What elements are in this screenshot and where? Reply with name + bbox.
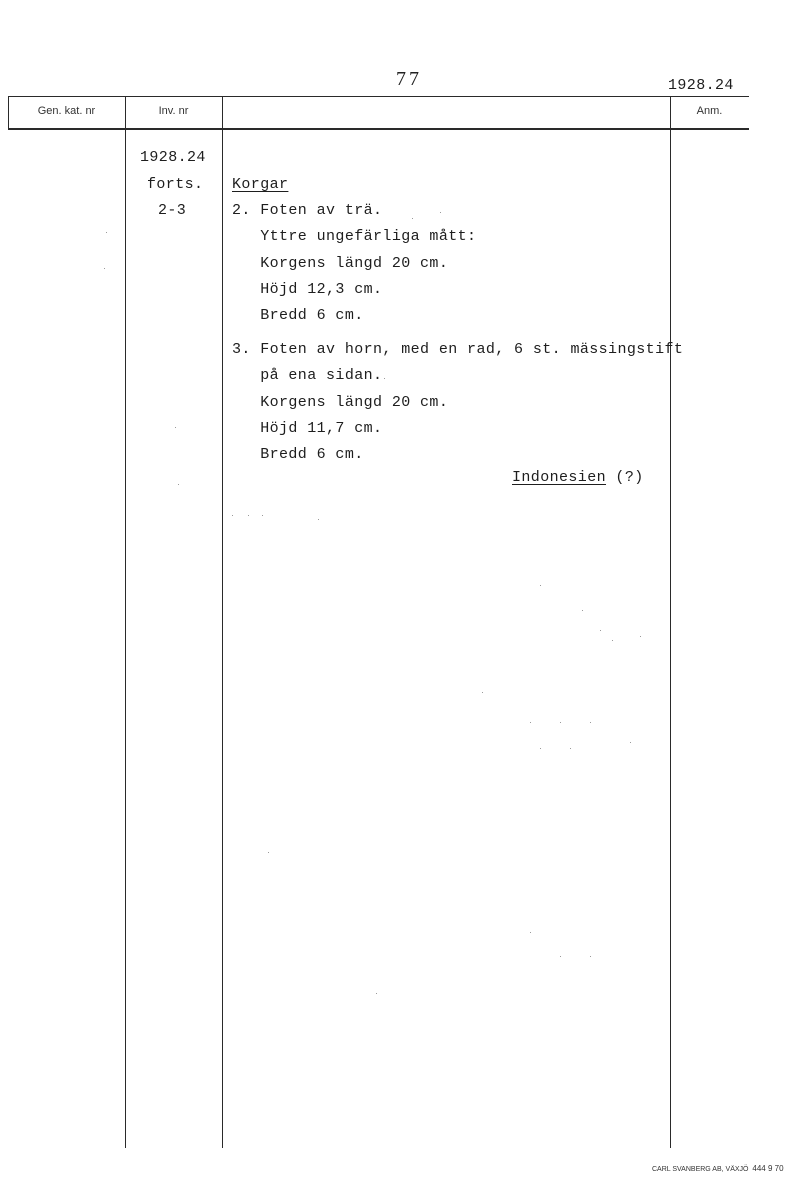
entry-line: Höjd 11,7 cm.: [232, 420, 383, 437]
entry-line: 3. Foten av horn, med en rad, 6 st. mässingstift: [232, 341, 684, 358]
page-number: 77: [396, 68, 422, 90]
inv-number: 1928.24: [140, 149, 206, 166]
entry-line: Bredd 6 cm.: [232, 307, 364, 324]
origin-line: [512, 470, 644, 485]
origin-place: Indonesien: [512, 469, 607, 486]
top-right-reference: 1928.24: [668, 77, 734, 94]
inv-continued: forts.: [147, 176, 204, 193]
entry-heading: Korgar: [232, 176, 289, 193]
entry-line: Korgens längd 20 cm.: [232, 255, 449, 272]
printer-name: CARL SVANBERG AB, VÄXJÖ: [652, 1166, 749, 1173]
form-code: 444 9 70: [752, 1164, 784, 1173]
header-bottom-rule: [8, 128, 749, 130]
header-top-rule: [8, 96, 749, 97]
footer-imprint: [652, 1164, 784, 1173]
entry-line: Korgens längd 20 cm.: [232, 394, 449, 411]
column-divider-1: [125, 96, 126, 1148]
column-divider-3: [670, 96, 671, 1148]
origin-uncertainty-note: (?): [615, 469, 644, 486]
column-header-anm: Anm.: [696, 105, 723, 117]
entry-line: Yttre ungefärliga mått:: [232, 228, 477, 245]
entry-line: på ena sidan.: [232, 367, 383, 384]
entry-line: Bredd 6 cm.: [232, 446, 364, 463]
entry-line: 2. Foten av trä.: [232, 202, 383, 219]
inv-item-range: 2-3: [158, 202, 187, 219]
column-header-inv-nr: Inv. nr: [158, 105, 189, 117]
column-divider-2: [222, 96, 223, 1148]
column-header-gen-kat-nr: Gen. kat. nr: [37, 105, 96, 117]
entry-line: Höjd 12,3 cm.: [232, 281, 383, 298]
